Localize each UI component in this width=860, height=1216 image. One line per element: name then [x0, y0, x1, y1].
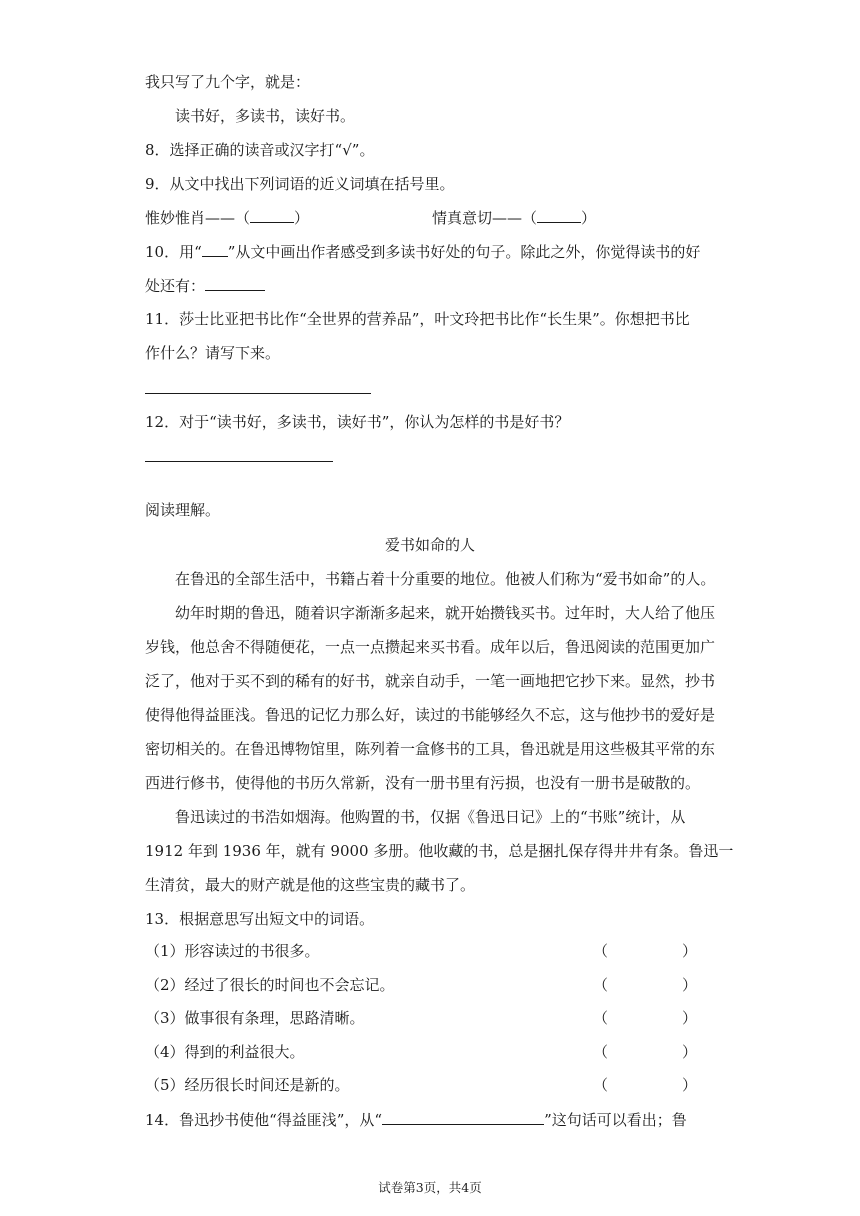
- page-footer: 试卷第3页，共4页: [378, 1180, 482, 1195]
- passage-line: 读书好，多读书，读好书。: [175, 107, 356, 125]
- answer-paren-open: （: [593, 976, 609, 994]
- answer-slot[interactable]: [610, 1075, 680, 1095]
- answer-blank[interactable]: [205, 275, 265, 291]
- passage-line: 生清贫，最大的财产就是他的这些宝贵的藏书了。: [145, 876, 476, 894]
- question-9-item-1: [145, 207, 309, 228]
- q10-prefix: 10．用“: [145, 243, 202, 261]
- answer-paren-close: ）: [682, 1043, 698, 1061]
- answer-paren-close: ）: [682, 1076, 698, 1094]
- q14-text: 14．鲁迅抄书使他“得益匪浅”，从“: [145, 1111, 383, 1129]
- underline-sample: [202, 241, 228, 257]
- passage-line: 西进行修书，使得他的书历久常新，没有一册书里有污损，也没有一册书是破散的。: [145, 774, 701, 792]
- passage-line: 密切相关的。在鲁迅博物馆里，陈列着一盒修书的工具，鲁迅就是用这些极其平常的东: [145, 740, 716, 758]
- answer-slot[interactable]: [610, 1008, 680, 1028]
- question-11-line-2: 作什么？请写下来。: [145, 344, 281, 362]
- question-13-item: （2）经过了很长的时间也不会忘记。: [145, 976, 395, 994]
- passage-line: 我只写了九个字，就是：: [145, 73, 311, 91]
- question-9-item-2: [432, 207, 596, 228]
- answer-line[interactable]: [145, 393, 371, 394]
- answer-blank[interactable]: [250, 207, 294, 223]
- item-close: ）: [581, 209, 597, 227]
- question-11-line-1: 11．莎士比亚把书比作“全世界的营养品”，叶文玲把书比作“长生果”。你想把书比: [145, 310, 690, 328]
- answer-blank[interactable]: [382, 1109, 544, 1125]
- answer-paren-open: （: [593, 1009, 609, 1027]
- answer-paren-close: ）: [682, 942, 698, 960]
- passage-line: 在鲁迅的全部生活中，书籍占着十分重要的地位。他被人们称为“爱书如命”的人。: [175, 570, 716, 588]
- item-word: 情真意切——（: [432, 209, 538, 227]
- answer-paren-open: （: [593, 1076, 609, 1094]
- answer-slot[interactable]: [610, 975, 680, 995]
- answer-paren-close: ）: [682, 976, 698, 994]
- passage-line: 幼年时期的鲁迅，随着识字渐渐多起来，就开始攒钱买书。过年时，大人给了他压: [175, 604, 716, 622]
- q14-text: ”这句话可以看出；鲁: [544, 1111, 687, 1129]
- question-12: 12．对于“读书好，多读书，读好书”，你认为怎样的书是好书？: [145, 413, 570, 431]
- question-10-line-1: [145, 241, 700, 262]
- question-8: 8．选择正确的读音或汉字打“√”。: [145, 141, 375, 159]
- section-heading: 阅读理解。: [145, 501, 221, 519]
- answer-line[interactable]: [145, 461, 333, 462]
- question-13-item: （4）得到的利益很大。: [145, 1043, 305, 1061]
- item-word: 惟妙惟肖——（: [145, 209, 251, 227]
- answer-slot[interactable]: [610, 1042, 680, 1062]
- passage-line: 1912 年到 1936 年，就有 9000 多册。他收藏的书，总是捆扎保存得井井有条。鲁迅一: [145, 842, 734, 860]
- passage-title: 爱书如命的人: [384, 536, 475, 554]
- question-14: [145, 1109, 687, 1130]
- passage-line: 泛了，他对于买不到的稀有的好书，就亲自动手，一笔一画地把它抄下来。显然，抄书: [145, 672, 716, 690]
- question-13-item: （3）做事很有条理，思路清晰。: [145, 1009, 365, 1027]
- passage-line: 鲁迅读过的书浩如烟海。他购置的书，仅据《鲁迅日记》上的“书账”统计，从: [175, 808, 686, 826]
- question-13-item: （5）经历很长时间还是新的。: [145, 1076, 350, 1094]
- answer-slot[interactable]: [610, 941, 680, 961]
- question-10-line-2: [145, 275, 265, 296]
- answer-paren-close: ）: [682, 1009, 698, 1027]
- answer-paren-open: （: [593, 1043, 609, 1061]
- passage-line: 使得他得益匪浅。鲁迅的记忆力那么好，读过的书能够经久不忘，这与他抄书的爱好是: [145, 706, 716, 724]
- q10-text: 处还有：: [145, 277, 206, 295]
- question-13-item: （1）形容读过的书很多。: [145, 942, 320, 960]
- item-close: ）: [294, 209, 310, 227]
- answer-blank[interactable]: [537, 207, 581, 223]
- passage-line: 岁钱，他总舍不得随便花，一点一点攒起来买书看。成年以后，鲁迅阅读的范围更加广: [145, 638, 716, 656]
- q10-text: ”从文中画出作者感受到多读书好处的句子。除此之外，你觉得读书的好: [227, 243, 701, 261]
- answer-paren-open: （: [593, 942, 609, 960]
- question-9: 9．从文中找出下列词语的近义词填在括号里。: [145, 175, 455, 193]
- question-13: 13．根据意思写出短文中的词语。: [145, 910, 375, 928]
